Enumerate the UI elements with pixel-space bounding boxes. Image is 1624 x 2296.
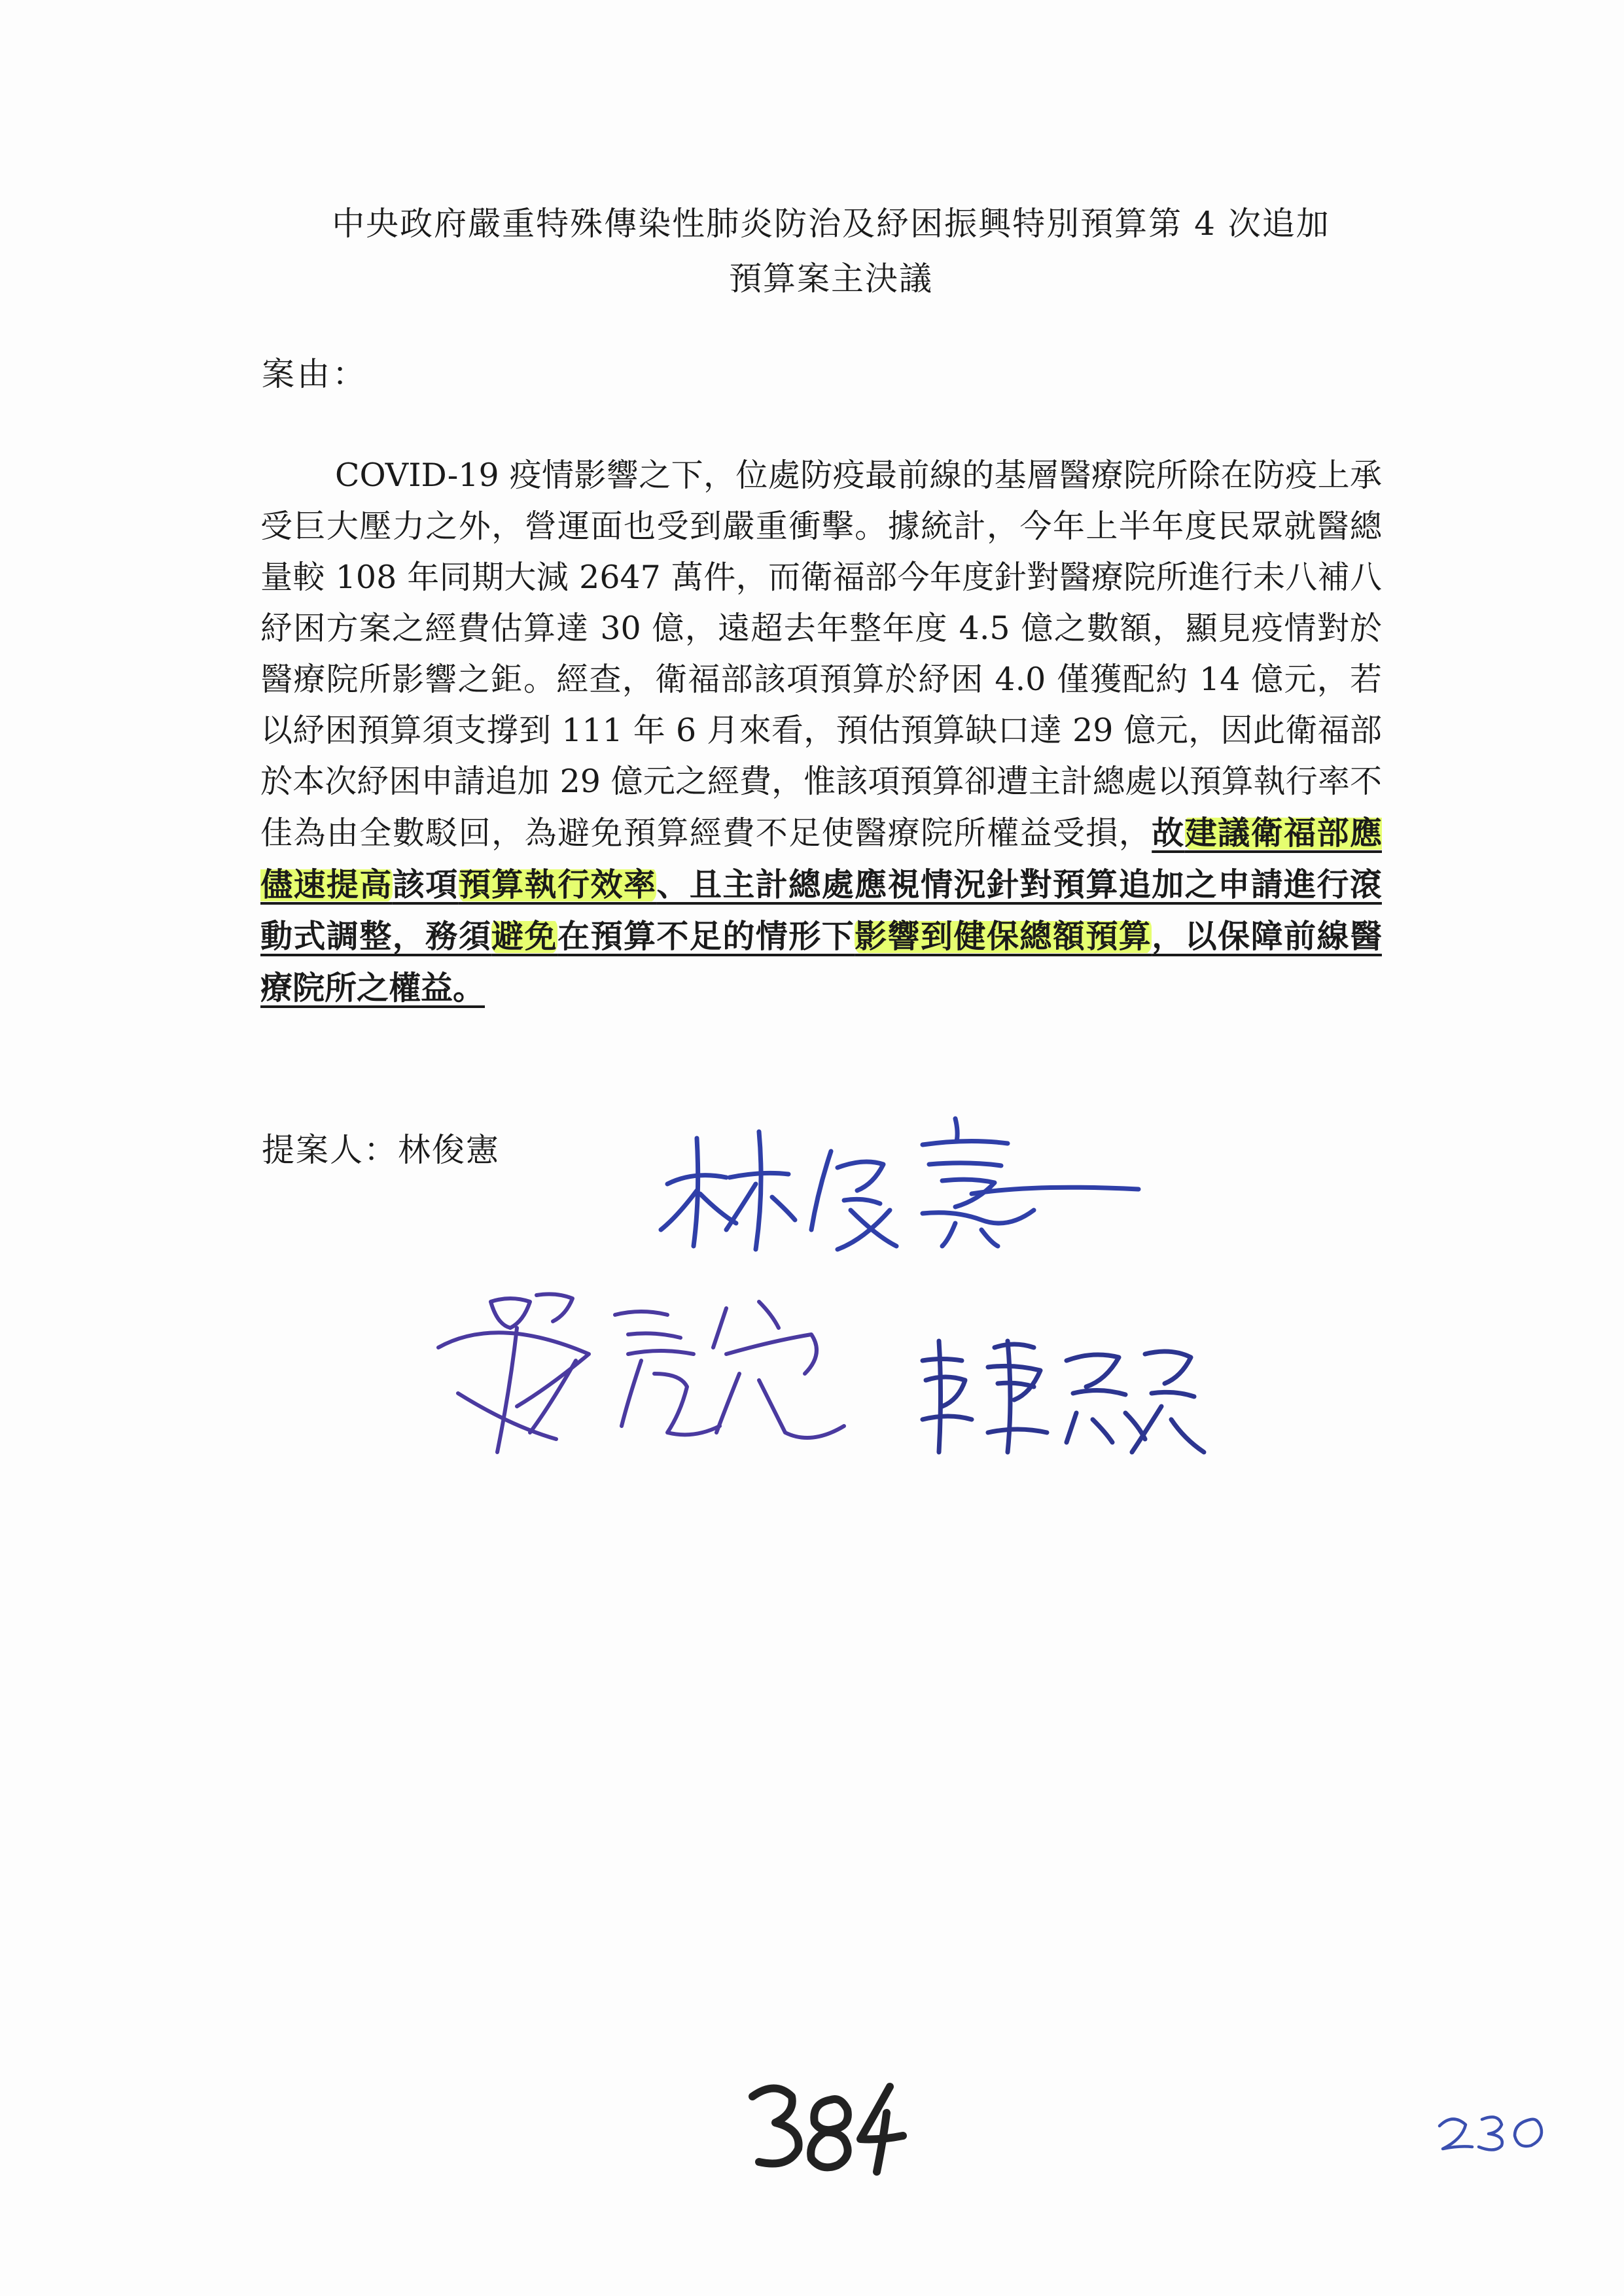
body-plain-text: COVID-19 疫情影響之下，位處防疫最前線的基層醫療院所除在防疫上承受巨大壓力之外，營運面也受到嚴重衝擊。據統計，今年上半年度民眾就醫總量較 108 年同期大減 2647 萬件，而衛福部今年度針對醫療院所進行未八補八紓困方案之經費估算達 30 億，遠超去年整年度 4.5 億之數額，顯見疫情對於醫療院所影響之鉅。經查，衛福部該項預算於紓困 4.0 僅獲配約 14 億元，若以紓困預算須支撐到 111 年 6 月來看，預估預算缺口達 29 億元，因此衛福部於本次紓困申請追加 29 億元之經費，惟該項預算卻遭主計總處以預算執行率不佳為由全數駁回，為避免預算經費不足使醫療院所權益受損，	[260, 457, 1382, 852]
title-line-1: 中央政府嚴重特殊傳染性肺炎防治及紓困振興特別預算第 4 次追加	[332, 205, 1330, 243]
highlighted-text-3: 避免	[491, 917, 558, 955]
highlighted-text-1: 建議衛福部應儘速提高	[260, 814, 1382, 903]
signature-lai-hui-yuan	[909, 1321, 1210, 1472]
handwritten-page-number	[739, 2074, 909, 2178]
case-body	[260, 450, 1382, 1014]
highlighted-text-2: 預算執行效率	[458, 865, 657, 903]
emphasis-text-5: ，以保障前線醫療院所之權益。	[260, 917, 1382, 1007]
emphasis-text-4: 在預算不足的情形下	[557, 917, 855, 955]
emphasis-text-1: 故	[1152, 814, 1185, 852]
highlighted-text-4: 影響到健保總額預算	[855, 917, 1152, 955]
emphasis-text-3: 、且主計總處應視情況針對預算追加之申請進行滾動式調整，務須	[260, 865, 1382, 955]
case-heading: 案由：	[262, 355, 368, 393]
signature-wu-si-yao	[419, 1276, 877, 1472]
title-line-2: 預算案主決議	[729, 260, 933, 298]
document-title	[255, 196, 1407, 306]
corner-page-number	[1433, 2106, 1557, 2159]
signature-lin-jun-xian	[615, 1079, 1165, 1276]
emphasis-text-2: 該項	[392, 865, 459, 903]
proposer-label: 提案人：林俊憲	[262, 1131, 500, 1169]
